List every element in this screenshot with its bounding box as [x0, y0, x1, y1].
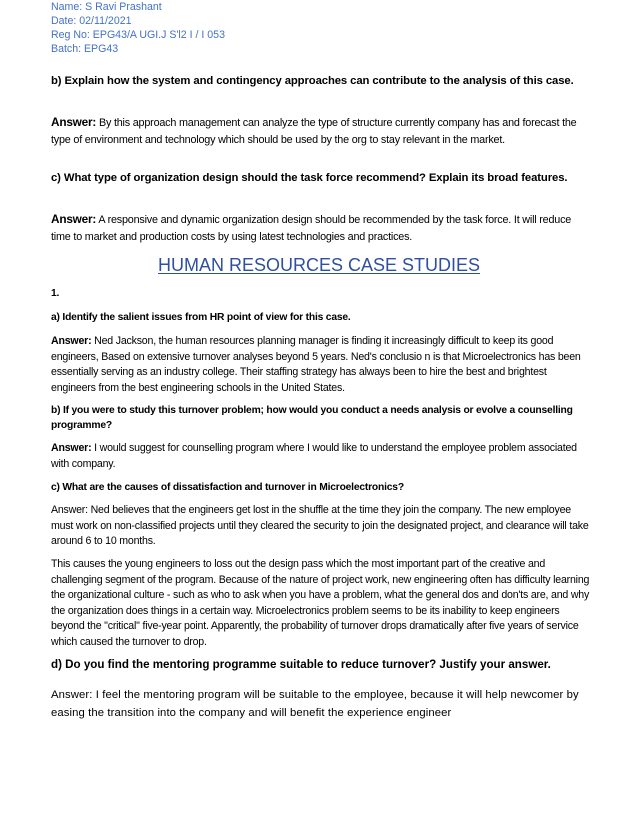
question-2d: d) Do you find the mentoring programme suitable to reduce turnover? Justify your answer. — [51, 658, 551, 671]
answer-2a — [51, 334, 591, 396]
answer-label: Answer: — [51, 115, 97, 129]
answer-label: Answer: — [51, 335, 92, 347]
answer-2c-paragraph-2: This causes the young engineers to loss out the design pass which the most important part of the creative and challenging segment of the program. Because of the nature of project work, new engineering often has difficulty learning the organizational culture - such as who to ask when you have a problem, what the general dos and don'ts are, and why the organization does things in a certain way. Microelectronics problem seems to be its inability to keep engineers beyond the "critical" five-year point. Apparently, the probability of turnover drops dramatically after five years of service which caused the turnover to drop. — [51, 558, 590, 648]
registration-number: Reg No: EPG43/A UGI.J S'l2 I / I 053 — [51, 29, 225, 41]
question-1b: b) Explain how the system and contingency approaches can contribute to the analysis of this case. — [51, 75, 574, 87]
student-name: Name: S Ravi Prashant — [51, 1, 162, 13]
section-title: HUMAN RESOURCES CASE STUDIES — [157, 255, 481, 275]
answer-label: Answer: — [51, 442, 92, 454]
answer-2b — [51, 441, 591, 472]
submission-date: Date: 02/11/2021 — [51, 15, 132, 27]
answer-1b — [51, 114, 591, 148]
answer-label: Answer: — [51, 212, 97, 226]
answer-2c-paragraph-1: Answer: Ned believes that the engineers get lost in the shuffle at the time they join the company. The new employee must work on non-classified projects until they cleared the security to join the designated project, and clearance will take around 6 to 10 months. — [51, 504, 589, 547]
answer-2d: Answer: I feel the mentoring program will be suitable to the employee, because it will help newcomer by easing the transition into the company and will benefit the experience engineer — [51, 689, 579, 719]
question-1c: c) What type of organization design should the task force recommend? Explain its broad features. — [51, 172, 568, 184]
question-2b: b) If you were to study this turnover problem; how would you conduct a needs analysis or evolve a counselling programme? — [51, 405, 573, 431]
student-info-header — [51, 0, 225, 56]
answer-text: Ned Jackson, the human resources planning manager is finding it increasingly difficult to keep its good engineers, Based on extensive turnover analyses beyond 5 years. Ned's conclusio n is that Microelectronics has been essentially serving as an industry college. Their staffing strategy has always been to hire the best and brightest engineers from the best engineering schools in the United States. — [51, 335, 581, 394]
case-number: 1. — [51, 288, 60, 299]
answer-text: I would suggest for counselling program where I would like to understand the employee problem associated with company. — [51, 442, 577, 470]
answer-text: By this approach management can analyze the type of structure currently company has and forecast the type of environment and technology which should be used by the org to stay relevant in the market. — [51, 117, 577, 146]
answer-text: A responsive and dynamic organization design should be recommended by the task force. It will reduce time to market and production costs by using latest technologies and practices. — [51, 214, 572, 243]
question-2a: a) Identify the salient issues from HR point of view for this case. — [51, 312, 351, 323]
question-2c: c) What are the causes of dissatisfaction and turnover in Microelectronics? — [51, 482, 404, 493]
batch: Batch: EPG43 — [51, 43, 119, 55]
answer-1c — [51, 211, 591, 245]
